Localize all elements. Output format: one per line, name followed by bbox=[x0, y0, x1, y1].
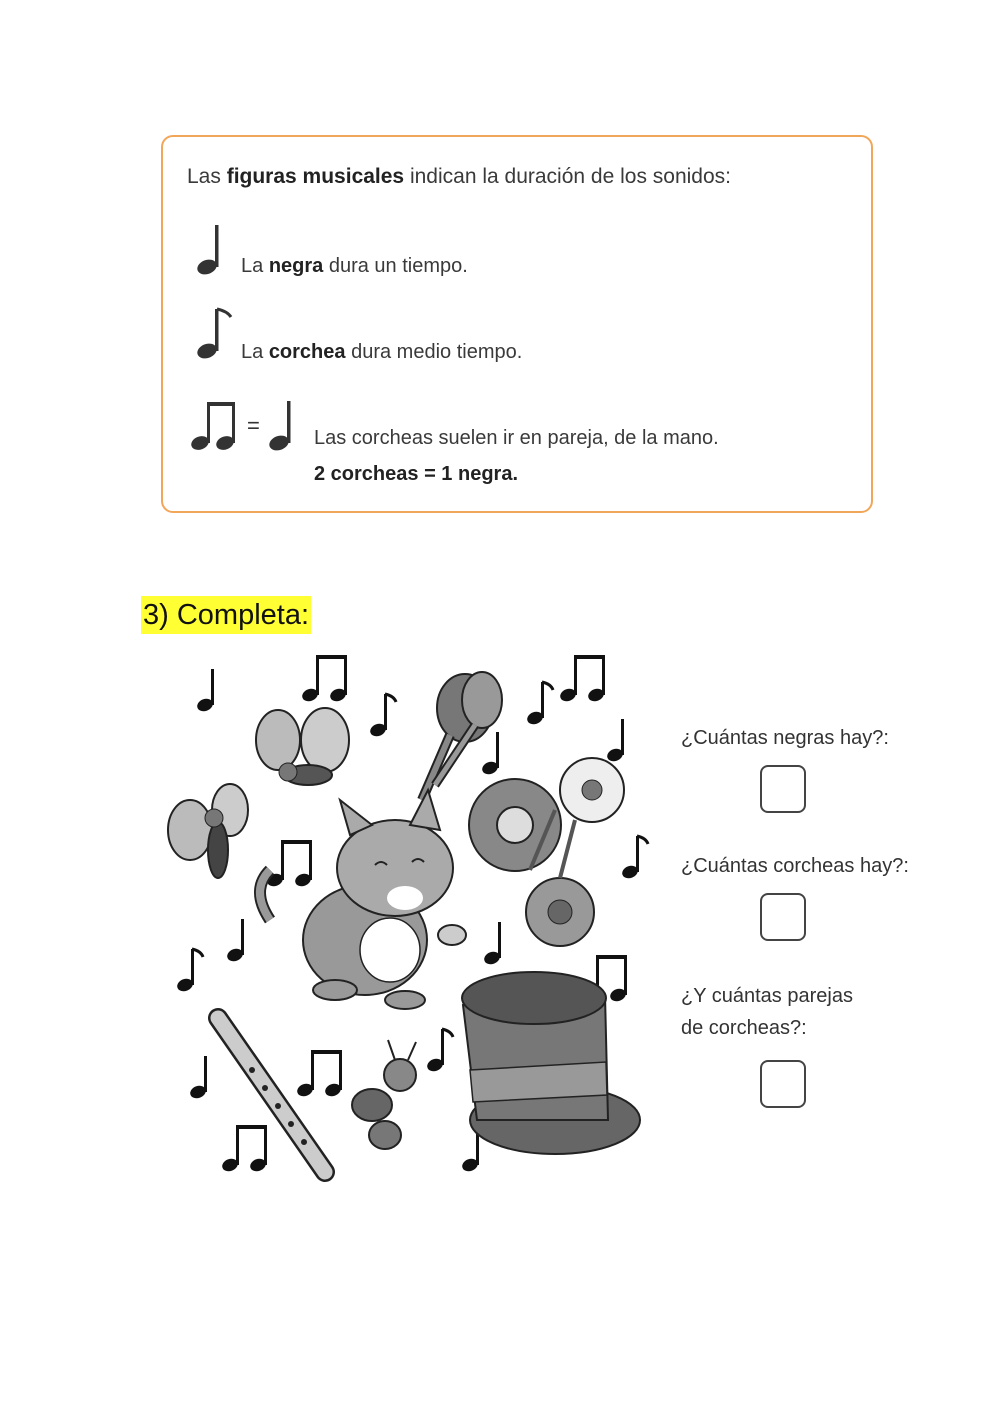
quarter-note-icon bbox=[195, 223, 225, 279]
recorder-drawing bbox=[218, 1018, 325, 1172]
question-parejas: ¿Y cuántas parejas de corcheas?: bbox=[681, 985, 853, 1039]
intro-bold: figuras musicales bbox=[226, 165, 405, 188]
question-negras: ¿Cuántas negras hay?: bbox=[681, 727, 889, 749]
quarter-note bbox=[188, 1056, 207, 1100]
answer-box-corcheas[interactable] bbox=[760, 893, 806, 941]
eighth-note-pair bbox=[265, 840, 312, 888]
beamed-eighth-notes-icon bbox=[189, 399, 241, 453]
ant-drawing bbox=[352, 1040, 416, 1149]
intro-text: Las figuras musicales indican la duración de los sonidos: bbox=[187, 165, 731, 188]
quarter-note bbox=[225, 919, 244, 963]
eighth-note bbox=[620, 836, 648, 880]
eighth-note-pair bbox=[558, 655, 605, 703]
eighth-note-icon bbox=[195, 307, 235, 363]
eighth-note-pair bbox=[220, 1125, 267, 1173]
pair-equation: 2 corcheas = 1 negra. bbox=[314, 463, 519, 485]
question-corcheas: ¿Cuántas corcheas hay?: bbox=[681, 855, 909, 877]
answer-box-negras[interactable] bbox=[760, 765, 806, 813]
quarter-note bbox=[482, 922, 501, 966]
cat-drawing bbox=[260, 790, 466, 1009]
quarter-note bbox=[480, 732, 499, 776]
info-box bbox=[161, 135, 873, 513]
answer-box-parejas[interactable] bbox=[760, 1060, 806, 1108]
butterfly-drawing bbox=[256, 708, 349, 785]
quarter-note bbox=[605, 719, 624, 763]
eighth-note bbox=[425, 1029, 453, 1073]
pair-text: Las corcheas suelen ir en pareja, de la mano. bbox=[314, 427, 719, 449]
eighth-note bbox=[525, 682, 553, 726]
eighth-note bbox=[368, 694, 396, 738]
music-illustration bbox=[160, 650, 660, 1190]
negra-text: La negra dura un tiempo. bbox=[241, 255, 468, 277]
eighth-note-pair bbox=[300, 655, 347, 703]
equals-sign: = bbox=[247, 413, 260, 438]
butterfly-drawing bbox=[168, 784, 248, 878]
maracas-drawing bbox=[422, 672, 502, 800]
corchea-text: La corchea dura medio tiempo. bbox=[241, 341, 523, 363]
eighth-note-pair bbox=[295, 1050, 342, 1098]
quarter-note-icon bbox=[267, 399, 297, 453]
quarter-note bbox=[460, 1129, 479, 1173]
quarter-note bbox=[195, 669, 214, 713]
task-title: 3) Completa: bbox=[141, 596, 311, 634]
eighth-note bbox=[175, 949, 203, 993]
flowers-drawing bbox=[469, 758, 624, 946]
